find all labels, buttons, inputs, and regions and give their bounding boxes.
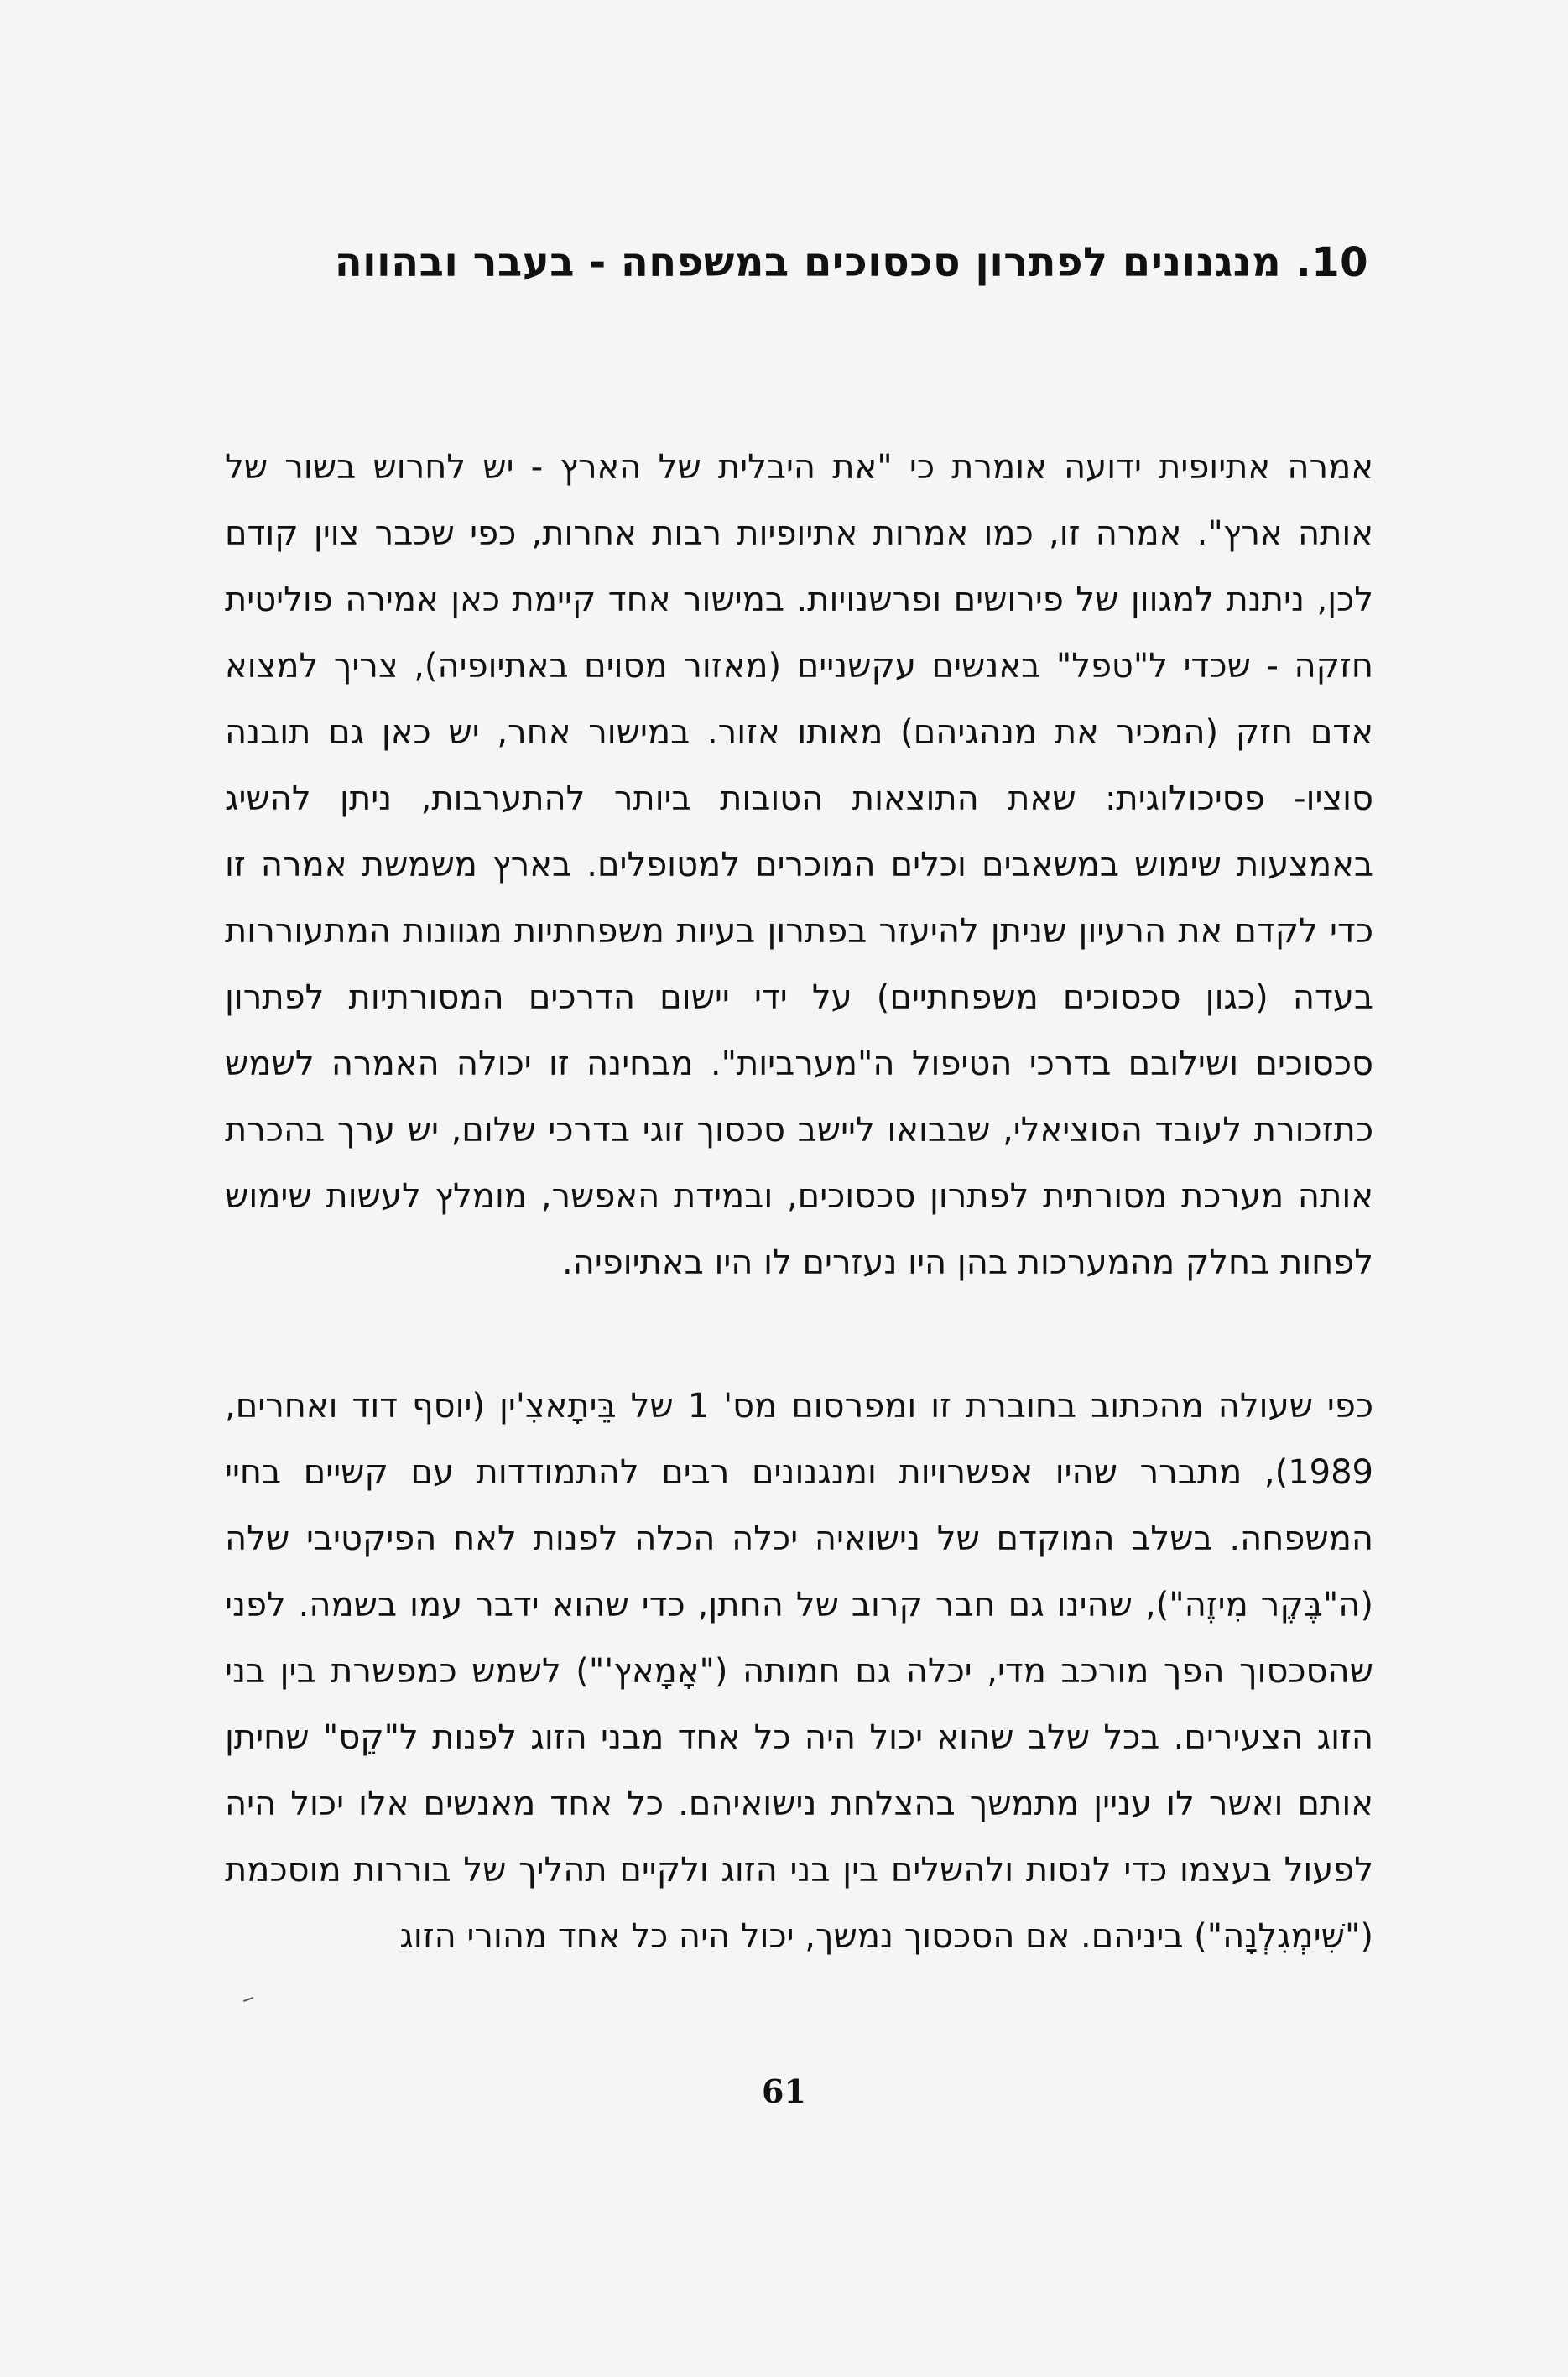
- page-content: [225, 225, 1373, 1970]
- pencil-mark: [243, 1997, 253, 2002]
- paragraph-2: כפי שעולה מהכתוב בחוברת זו ומפרסום מס' 1 של בֵּיתָאצִ'ין (יוסף דוד ואחרים, 1989), מתברר שהיו אפשרויות ומנגנונים רבים להתמודדות עם קשיים בחיי המשפחה. בשלב המוקדם של נישואיה יכלה הכלה לפנות לאח הפיקטיבי שלה (ה"בֶּקֶר מִיזֶה"), שהינו גם חבר קרוב של החתן, כדי שהוא ידבר עמו בשמה. לפני שהסכסוך הפך מורכב מדי, יכלה גם חמותה ("אָמָאץ'") לשמש כמפשרת בין בני הזוג הצעירים. בכל שלב שהוא יכול היה כל אחד מבני הזוג לפנות ל"קֵס" שחיתן אותם ואשר לו עניין מתמשך בהצלחת נישואיהם. כל אחד מאנשים אלו יכול היה לפעול בעצמו כדי לנסות ולהשלים בין בני הזוג ולקיים תהליך של בוררות מוסכמת ("שִׁימְגִלְנָה") ביניהם. אם הסכסוך נמשך, יכול היה כל אחד מהורי הזוג: [225, 1387, 1373, 1956]
- section-heading: 10. מנגנונים לפתרון סכסוכים במשפחה - בעבר ובהווה: [334, 239, 1368, 286]
- page-number: 61: [762, 2072, 806, 2110]
- paragraph-1: אמרה אתיופית ידועה אומרת כי "את היבלית של הארץ - יש לחרוש בשור של אותה ארץ". אמרה זו, כמו אמרות אתיופיות רבות אחרות, כפי שכבר צוין קודם לכן, ניתנת למגוון של פירושים ופרשנויות. במישור אחד קיימת כאן אמירה פוליטית חזקה - שכדי ל"טפל" באנשים עקשניים (מאזור מסוים באתיופיה), צריך למצוא אדם חזק (המכיר את מנהגיהם) מאותו אזור. במישור אחר, יש כאן גם תובנה סוציו- פסיכולוגית: שאת התוצאות הטובות ביותר להתערבות, ניתן להשיג באמצעות שימוש במשאבים וכלים המוכרים למטופלים. בארץ משמשת אמרה זו כדי לקדם את הרעיון שניתן להיעזר בפתרון בעיות משפחתיות מגוונות המתעוררות בעדה (כגון סכסוכים משפחתיים) על ידי יישום הדרכים המסורתיות לפתרון סכסוכים ושילובם בדרכי הטיפול ה"מערביות". מבחינה זו יכולה האמרה לשמש כתזכורת לעובד הסוציאלי, שבבואו ליישב סכסוך זוגי בדרכי שלום, יש ערך בהכרת אותה מערכת מסורתית לפתרון סכסוכים, ובמידת האפשר, מומלץ לעשות שימוש לפחות בחלק מהמערכות בהן היו נעזרים לו היו באתיופיה.: [225, 448, 1373, 1282]
